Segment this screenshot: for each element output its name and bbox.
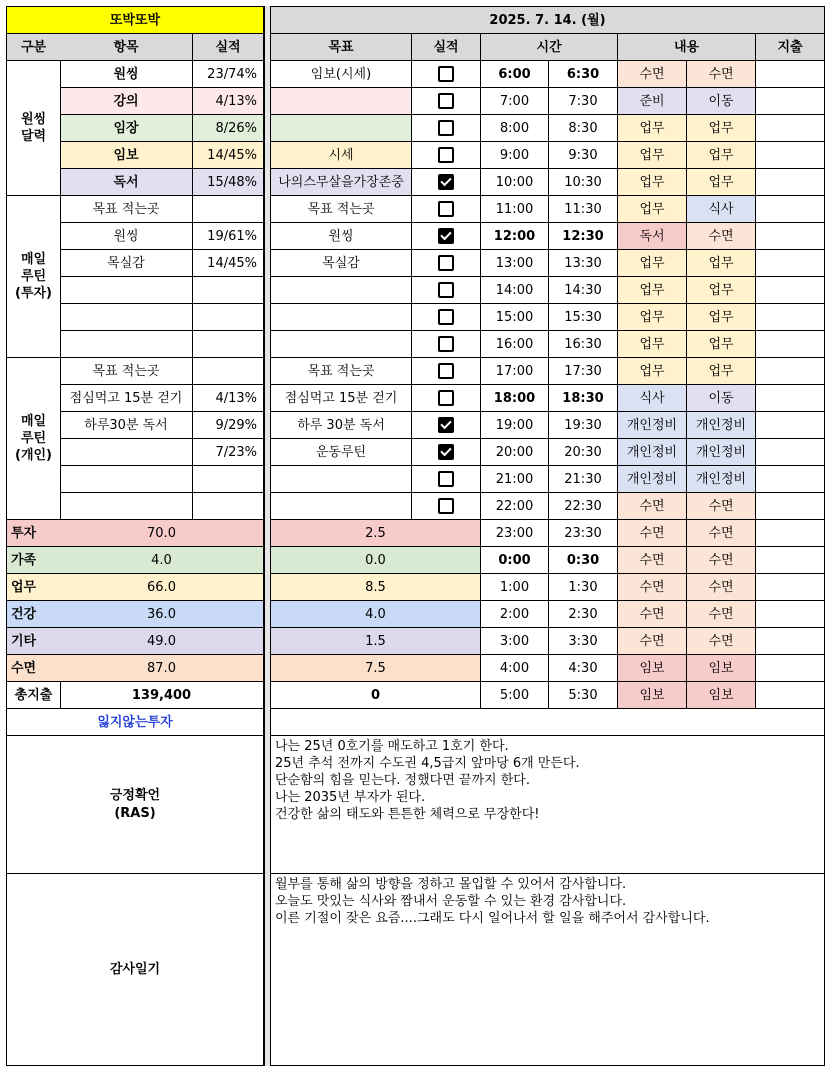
goal-cell — [271, 466, 412, 493]
checkbox[interactable] — [438, 228, 454, 244]
goal-cell: 목실감 — [271, 250, 412, 277]
time-start: 22:00 — [481, 493, 549, 520]
item-cell: 임장 — [60, 115, 193, 142]
content-b: 수면 — [687, 493, 756, 520]
time-end: 23:30 — [549, 520, 618, 547]
category-label: 업무 — [7, 574, 61, 601]
content-b: 업무 — [687, 115, 756, 142]
content-b: 업무 — [687, 358, 756, 385]
check-cell — [412, 196, 481, 223]
time-end: 7:30 — [549, 88, 618, 115]
time-start: 16:00 — [481, 331, 549, 358]
time-start: 4:00 — [481, 655, 549, 682]
result-cell — [193, 277, 264, 304]
content-b: 수면 — [687, 574, 756, 601]
category-value: 87.0 — [60, 655, 264, 682]
check-cell — [412, 331, 481, 358]
schedule-row — [6, 61, 825, 88]
result-cell — [193, 196, 264, 223]
content-b: 수면 — [687, 520, 756, 547]
result-cell: 14/45% — [193, 142, 264, 169]
header-goal: 목표 — [271, 34, 412, 61]
content-b: 이동 — [687, 385, 756, 412]
content-b: 업무 — [687, 142, 756, 169]
goal-cell — [271, 277, 412, 304]
content-a: 임보 — [618, 682, 687, 709]
time-start: 21:00 — [481, 466, 549, 493]
gratitude-line: 오늘도 맛있는 식사와 짬내서 운동할 수 있는 환경 감사합니다. — [275, 894, 627, 909]
content-b: 임보 — [687, 655, 756, 682]
checkbox[interactable] — [438, 390, 454, 406]
result-cell: 19/61% — [193, 223, 264, 250]
time-start: 20:00 — [481, 439, 549, 466]
content-a: 수면 — [618, 520, 687, 547]
gratitude-label: 감사일기 — [7, 874, 264, 1066]
time-start: 7:00 — [481, 88, 549, 115]
time-start: 5:00 — [481, 682, 549, 709]
category-goal: 2.5 — [271, 520, 481, 547]
date-header: 2025. 7. 14. (월) — [271, 7, 825, 34]
check-cell — [412, 115, 481, 142]
content-a: 개인정비 — [618, 466, 687, 493]
item-cell: 임보 — [60, 142, 193, 169]
item-cell: 하루30분 독서 — [60, 412, 193, 439]
section-label: 매일 루틴 (투자) — [7, 196, 61, 358]
goal-cell — [271, 331, 412, 358]
goal-cell: 원씽 — [271, 223, 412, 250]
time-end: 10:30 — [549, 169, 618, 196]
expense-cell — [756, 196, 825, 223]
check-cell — [412, 466, 481, 493]
content-a: 개인정비 — [618, 439, 687, 466]
content-a: 업무 — [618, 196, 687, 223]
category-row — [6, 601, 825, 628]
section-label: 매일 루틴 (개인) — [7, 358, 61, 520]
total-goal: 0 — [271, 682, 481, 709]
affirmation-line: 나는 25년 0호기를 매도하고 1호기 한다. — [275, 739, 509, 754]
total-row — [6, 682, 825, 709]
time-start: 2:00 — [481, 601, 549, 628]
content-b: 업무 — [687, 277, 756, 304]
time-start: 3:00 — [481, 628, 549, 655]
gratitude-line: 이른 기절이 잦은 요즘....그래도 다시 일어나서 할 일을 해주어서 감사합니다. — [275, 911, 710, 926]
check-cell — [412, 304, 481, 331]
checkbox[interactable] — [438, 309, 454, 325]
content-a: 임보 — [618, 655, 687, 682]
category-value: 4.0 — [60, 547, 264, 574]
schedule-row — [6, 223, 825, 250]
time-start: 12:00 — [481, 223, 549, 250]
expense-cell — [756, 250, 825, 277]
item-cell: 목표 적는곳 — [60, 196, 193, 223]
content-b: 수면 — [687, 547, 756, 574]
time-end: 8:30 — [549, 115, 618, 142]
schedule-row — [6, 142, 825, 169]
item-cell: 목실감 — [60, 250, 193, 277]
content-a: 수면 — [618, 547, 687, 574]
category-label: 건강 — [7, 601, 61, 628]
time-end: 5:30 — [549, 682, 618, 709]
item-cell: 독서 — [60, 169, 193, 196]
item-cell: 강의 — [60, 88, 193, 115]
goal-cell — [271, 304, 412, 331]
expense-cell — [756, 331, 825, 358]
blank-cell — [271, 709, 825, 736]
time-start: 17:00 — [481, 358, 549, 385]
checkbox[interactable] — [438, 147, 454, 163]
result-cell: 4/13% — [193, 385, 264, 412]
content-b: 이동 — [687, 88, 756, 115]
affirmation-line: 나는 2035년 부자가 된다. — [275, 790, 426, 805]
item-cell: 점심먹고 15분 걷기 — [60, 385, 193, 412]
content-b: 수면 — [687, 601, 756, 628]
result-cell: 14/45% — [193, 250, 264, 277]
expense-cell — [756, 412, 825, 439]
result-cell — [193, 493, 264, 520]
time-start: 9:00 — [481, 142, 549, 169]
content-b: 업무 — [687, 331, 756, 358]
category-goal: 7.5 — [271, 655, 481, 682]
schedule-row — [6, 331, 825, 358]
checkbox[interactable] — [438, 417, 454, 433]
content-a: 수면 — [618, 61, 687, 88]
checkbox[interactable] — [438, 336, 454, 352]
check-cell — [412, 223, 481, 250]
ras-label: 긍정확언 (RAS) — [7, 736, 264, 874]
time-start: 11:00 — [481, 196, 549, 223]
content-b: 수면 — [687, 61, 756, 88]
item-cell — [60, 493, 193, 520]
category-label: 수면 — [7, 655, 61, 682]
content-a: 업무 — [618, 358, 687, 385]
expense-cell — [756, 304, 825, 331]
expense-cell — [756, 358, 825, 385]
category-value: 36.0 — [60, 601, 264, 628]
expense-cell — [756, 88, 825, 115]
item-cell — [60, 466, 193, 493]
header-time: 시간 — [481, 34, 618, 61]
time-end: 14:30 — [549, 277, 618, 304]
gratitude-block[interactable] — [271, 874, 825, 1066]
check-cell — [412, 250, 481, 277]
checkbox[interactable] — [438, 93, 454, 109]
checkbox[interactable] — [438, 444, 454, 460]
result-cell — [193, 466, 264, 493]
schedule-row — [6, 169, 825, 196]
checkbox[interactable] — [438, 363, 454, 379]
category-row — [6, 520, 825, 547]
schedule-row — [6, 88, 825, 115]
content-a: 업무 — [618, 277, 687, 304]
goal-cell: 시세 — [271, 142, 412, 169]
result-cell — [193, 358, 264, 385]
check-cell — [412, 277, 481, 304]
time-start: 19:00 — [481, 412, 549, 439]
item-cell: 목표 적는곳 — [60, 358, 193, 385]
checkbox[interactable] — [438, 498, 454, 514]
content-b: 수면 — [687, 628, 756, 655]
expense-cell — [756, 61, 825, 88]
time-end: 17:30 — [549, 358, 618, 385]
result-cell: 23/74% — [193, 61, 264, 88]
content-b: 업무 — [687, 250, 756, 277]
category-row — [6, 574, 825, 601]
content-a: 업무 — [618, 169, 687, 196]
result-cell: 8/26% — [193, 115, 264, 142]
result-cell — [193, 304, 264, 331]
check-cell — [412, 142, 481, 169]
checkbox[interactable] — [438, 471, 454, 487]
category-row — [6, 655, 825, 682]
header-expense: 지출 — [756, 34, 825, 61]
time-start: 1:00 — [481, 574, 549, 601]
time-start: 13:00 — [481, 250, 549, 277]
expense-cell — [756, 115, 825, 142]
result-cell: 4/13% — [193, 88, 264, 115]
schedule-row — [6, 385, 825, 412]
time-end: 2:30 — [549, 601, 618, 628]
title-row — [6, 7, 825, 34]
time-end: 12:30 — [549, 223, 618, 250]
content-b: 수면 — [687, 223, 756, 250]
section-label: 원씽 달력 — [7, 61, 61, 196]
content-b: 개인정비 — [687, 439, 756, 466]
content-b: 식사 — [687, 196, 756, 223]
category-value: 70.0 — [60, 520, 264, 547]
gratitude-line: 월부를 통해 삶의 방향을 정하고 몰입할 수 있어서 감사합니다. — [275, 877, 627, 892]
time-end: 0:30 — [549, 547, 618, 574]
time-end: 6:30 — [549, 61, 618, 88]
goal-cell: 나의스무살을가장존중 — [271, 169, 412, 196]
time-start: 8:00 — [481, 115, 549, 142]
category-goal: 0.0 — [271, 547, 481, 574]
header-item: 항목 — [60, 34, 193, 61]
content-b: 개인정비 — [687, 412, 756, 439]
goal-cell: 임보(시세) — [271, 61, 412, 88]
time-end: 16:30 — [549, 331, 618, 358]
schedule-row — [6, 439, 825, 466]
goal-cell — [271, 115, 412, 142]
affirmation-line: 25년 추석 전까지 수도권 4,5급지 앞마당 6개 만든다. — [275, 756, 580, 771]
expense-cell — [756, 223, 825, 250]
checkbox[interactable] — [438, 201, 454, 217]
content-b: 개인정비 — [687, 466, 756, 493]
header-row — [6, 34, 825, 61]
time-end: 18:30 — [549, 385, 618, 412]
category-goal: 8.5 — [271, 574, 481, 601]
content-a: 수면 — [618, 493, 687, 520]
expense-cell — [756, 385, 825, 412]
item-cell: 원씽 — [60, 223, 193, 250]
result-cell — [193, 331, 264, 358]
affirmation-line: 단순함의 힘을 믿는다. 정했다면 끝까지 한다. — [275, 773, 530, 788]
item-cell — [60, 277, 193, 304]
time-start: 18:00 — [481, 385, 549, 412]
content-a: 업무 — [618, 304, 687, 331]
schedule-row — [6, 196, 825, 223]
time-end: 20:30 — [549, 439, 618, 466]
item-cell: 원씽 — [60, 61, 193, 88]
time-end: 1:30 — [549, 574, 618, 601]
schedule-row — [6, 250, 825, 277]
content-a: 독서 — [618, 223, 687, 250]
content-a: 업무 — [618, 250, 687, 277]
item-cell — [60, 331, 193, 358]
slogan: 잃지않는투자 — [7, 709, 264, 736]
schedule-row — [6, 493, 825, 520]
goal-cell: 목표 적는곳 — [271, 196, 412, 223]
check-cell — [412, 88, 481, 115]
check-cell — [412, 385, 481, 412]
time-end: 15:30 — [549, 304, 618, 331]
total-label: 총지출 — [7, 682, 61, 709]
category-value: 49.0 — [60, 628, 264, 655]
header-category: 구분 — [7, 34, 61, 61]
schedule-row — [6, 412, 825, 439]
category-row — [6, 547, 825, 574]
content-b: 임보 — [687, 682, 756, 709]
goal-cell: 목표 적는곳 — [271, 358, 412, 385]
category-goal: 1.5 — [271, 628, 481, 655]
goal-cell: 하루 30분 독서 — [271, 412, 412, 439]
content-a: 식사 — [618, 385, 687, 412]
category-value: 66.0 — [60, 574, 264, 601]
time-end: 9:30 — [549, 142, 618, 169]
check-cell — [412, 412, 481, 439]
content-a: 개인정비 — [618, 412, 687, 439]
item-cell — [60, 304, 193, 331]
affirmation-line: 건강한 삶의 태도와 튼튼한 체력으로 무장한다! — [275, 807, 540, 822]
goal-cell — [271, 88, 412, 115]
schedule-row — [6, 277, 825, 304]
content-a: 업무 — [618, 115, 687, 142]
time-start: 23:00 — [481, 520, 549, 547]
check-cell — [412, 169, 481, 196]
checkbox[interactable] — [438, 66, 454, 82]
result-cell: 7/23% — [193, 439, 264, 466]
content-b: 업무 — [687, 169, 756, 196]
check-cell — [412, 358, 481, 385]
time-end: 13:30 — [549, 250, 618, 277]
content-a: 수면 — [618, 574, 687, 601]
category-label: 가족 — [7, 547, 61, 574]
goal-cell: 점심먹고 15분 걷기 — [271, 385, 412, 412]
content-a: 준비 — [618, 88, 687, 115]
category-label: 기타 — [7, 628, 61, 655]
time-start: 14:00 — [481, 277, 549, 304]
expense-cell — [756, 466, 825, 493]
time-end: 3:30 — [549, 628, 618, 655]
time-start: 0:00 — [481, 547, 549, 574]
category-row — [6, 628, 825, 655]
expense-cell — [756, 142, 825, 169]
check-cell — [412, 61, 481, 88]
header-check: 실적 — [412, 34, 481, 61]
expense-cell — [756, 439, 825, 466]
time-end: 22:30 — [549, 493, 618, 520]
checkbox[interactable] — [438, 255, 454, 271]
content-a: 수면 — [618, 601, 687, 628]
goal-cell: 운동루틴 — [271, 439, 412, 466]
expense-cell — [756, 493, 825, 520]
schedule-row — [6, 304, 825, 331]
checkbox[interactable] — [438, 282, 454, 298]
time-end: 21:30 — [549, 466, 618, 493]
time-start: 10:00 — [481, 169, 549, 196]
column-separator — [264, 6, 271, 1066]
content-a: 업무 — [618, 331, 687, 358]
time-start: 15:00 — [481, 304, 549, 331]
schedule-row — [6, 358, 825, 385]
slogan-row — [6, 709, 825, 736]
content-a: 수면 — [618, 628, 687, 655]
planner-title: 또박또박 — [7, 7, 264, 34]
result-cell: 9/29% — [193, 412, 264, 439]
item-cell — [60, 439, 193, 466]
total-value: 139,400 — [60, 682, 264, 709]
schedule-row — [6, 466, 825, 493]
affirmation-block[interactable] — [271, 736, 825, 874]
check-cell — [412, 493, 481, 520]
expense-cell — [756, 169, 825, 196]
checkbox[interactable] — [438, 120, 454, 136]
category-goal: 4.0 — [271, 601, 481, 628]
checkbox[interactable] — [438, 174, 454, 190]
content-a: 업무 — [618, 142, 687, 169]
category-label: 투자 — [7, 520, 61, 547]
time-end: 11:30 — [549, 196, 618, 223]
content-b: 업무 — [687, 304, 756, 331]
schedule-row — [6, 115, 825, 142]
header-content: 내용 — [618, 34, 756, 61]
header-result: 실적 — [193, 34, 264, 61]
time-start: 6:00 — [481, 61, 549, 88]
goal-cell — [271, 493, 412, 520]
expense-cell — [756, 277, 825, 304]
time-end: 19:30 — [549, 412, 618, 439]
check-cell — [412, 439, 481, 466]
time-end: 4:30 — [549, 655, 618, 682]
result-cell: 15/48% — [193, 169, 264, 196]
